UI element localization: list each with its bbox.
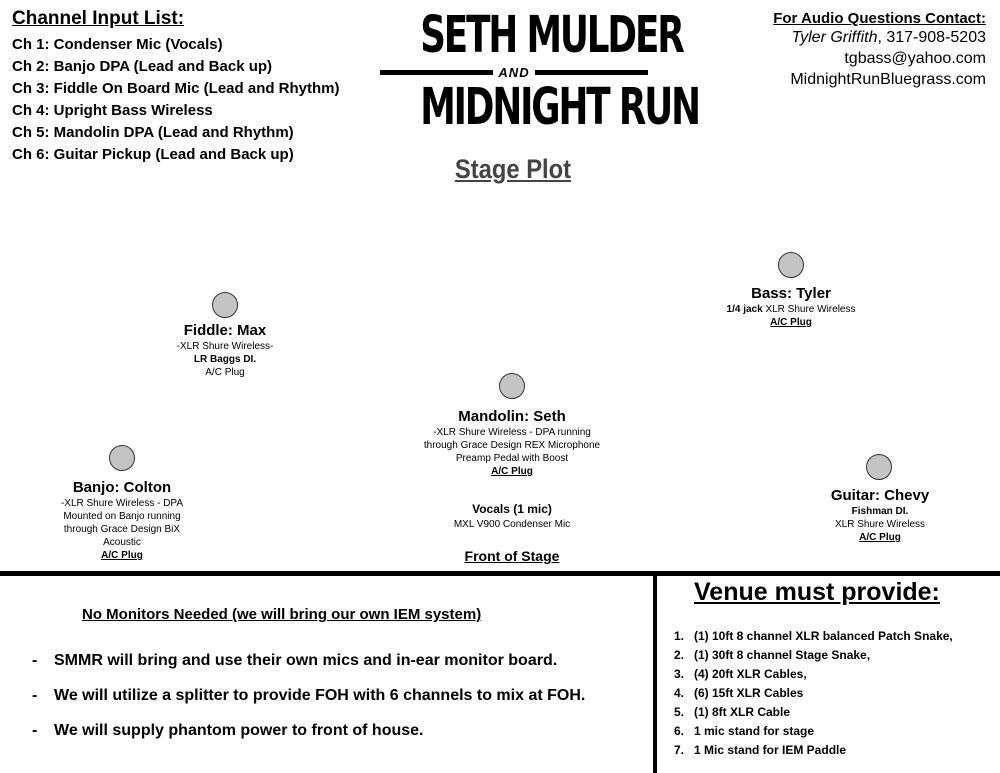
performer-name: Bass: Tyler	[751, 285, 831, 302]
channel-input-list	[12, 8, 372, 166]
venue-item	[674, 741, 953, 760]
performer-detail-rest: XLR Shure Wireless	[762, 304, 856, 315]
venue-requirements-list	[674, 627, 953, 760]
no-monitors-heading: No Monitors Needed (we will bring our own IEM system)	[82, 606, 482, 623]
logo-line-2: MIDNIGHT RUN	[420, 78, 699, 137]
venue-item-text: (1) 10ft 8 channel XLR balanced Patch Snake,	[694, 629, 953, 643]
venue-item	[674, 722, 953, 741]
mandolin-mic-marker	[499, 373, 525, 399]
venue-item	[674, 684, 953, 703]
front-of-stage-label: Front of Stage	[464, 548, 560, 564]
fiddle-mic-marker	[212, 292, 238, 318]
banjo-mic-marker	[109, 445, 135, 471]
bass-mic-marker	[778, 252, 804, 278]
channel-item: Ch 5: Mandolin DPA (Lead and Rhythm)	[12, 124, 294, 141]
venue-item	[674, 627, 953, 646]
note-item	[32, 722, 423, 740]
performer-detail: MXL V900 Condenser Mic	[453, 519, 571, 530]
performer-name: Banjo: Colton	[72, 479, 172, 496]
performer-detail: Mounted on Banjo running	[63, 511, 181, 522]
contact-name-phone	[686, 27, 986, 48]
logo-bar-right	[535, 70, 648, 75]
venue-item	[674, 646, 953, 665]
contact-title: For Audio Questions Contact:	[773, 10, 986, 27]
venue-item-number: 1.	[674, 629, 685, 643]
venue-item-text: 1 Mic stand for IEM Paddle	[694, 743, 847, 757]
venue-item-number: 3.	[674, 667, 685, 681]
logo-bar-left	[380, 70, 493, 75]
performer-mandolin	[392, 408, 632, 478]
performer-detail: A/C Plug	[101, 550, 143, 561]
performer-detail: -XLR Shure Wireless-	[176, 341, 274, 352]
venue-item-text: (1) 8ft XLR Cable	[694, 705, 791, 719]
performer-detail-bold: 1/4 jack	[726, 304, 763, 315]
venue-item	[674, 703, 953, 722]
contact-phone: , 317-908-5203	[877, 29, 986, 46]
venue-item-number: 5.	[674, 705, 685, 719]
channel-item: Ch 6: Guitar Pickup (Lead and Back up)	[12, 146, 294, 163]
venue-item-number: 6.	[674, 724, 685, 738]
performer-detail	[691, 303, 891, 316]
performer-detail: -XLR Shure Wireless - DPA	[60, 498, 184, 509]
logo-line-1: SETH MULDER	[420, 6, 683, 65]
note-text: We will utilize a splitter to provide FOH with 6 channels to mix at FOH.	[54, 687, 586, 704]
band-logo	[380, 6, 699, 138]
performer-banjo	[22, 479, 222, 562]
performer-bass	[691, 285, 891, 329]
note-item	[32, 687, 585, 705]
channel-item: Ch 2: Banjo DPA (Lead and Back up)	[12, 58, 273, 75]
note-text: SMMR will bring and use their own mics and in-ear monitor board.	[54, 652, 558, 669]
contact-name: Tyler Griffith	[791, 29, 878, 46]
logo-and-text: AND	[498, 64, 530, 80]
horizontal-divider	[0, 571, 1000, 576]
performer-fiddle	[125, 322, 325, 379]
channel-list-title: Channel Input List:	[12, 8, 185, 29]
performer-detail: A/C Plug	[859, 532, 901, 543]
note-text: We will supply phantom power to front of house.	[54, 722, 424, 739]
performer-vocals	[392, 500, 632, 531]
venue-item-number: 7.	[674, 743, 685, 757]
performer-detail: Fishman DI.	[851, 506, 909, 517]
venue-item	[674, 665, 953, 684]
performer-name: Mandolin: Seth	[458, 408, 566, 425]
performer-detail: XLR Shure Wireless	[834, 519, 926, 530]
venue-item-number: 2.	[674, 648, 685, 662]
note-bullet: -	[32, 687, 38, 704]
stage-plot-title: Stage Plot	[454, 154, 572, 184]
performer-detail: A/C Plug	[205, 367, 245, 378]
performer-name: Vocals (1 mic)	[472, 502, 552, 516]
performer-detail: Preamp Pedal with Boost	[455, 453, 569, 464]
channel-item: Ch 3: Fiddle On Board Mic (Lead and Rhythm)	[12, 80, 340, 97]
note-bullet: -	[32, 652, 38, 669]
contact-website: MidnightRunBluegrass.com	[790, 71, 986, 88]
venue-item-text: 1 mic stand for stage	[694, 724, 815, 738]
vertical-divider	[653, 573, 657, 773]
performer-name: Guitar: Chevy	[830, 487, 930, 504]
performer-name: Fiddle: Max	[183, 322, 267, 339]
audio-contact	[686, 10, 986, 90]
performer-detail: Acoustic	[103, 537, 141, 548]
contact-email: tgbass@yahoo.com	[844, 50, 986, 67]
venue-item-text: (1) 30ft 8 channel Stage Snake,	[694, 648, 871, 662]
venue-title: Venue must provide:	[694, 578, 940, 606]
performer-detail: A/C Plug	[770, 317, 812, 328]
performer-detail: through Grace Design REX Microphone	[423, 440, 601, 451]
performer-detail: A/C Plug	[491, 466, 533, 477]
channel-item: Ch 4: Upright Bass Wireless	[12, 102, 213, 119]
venue-item-text: (4) 20ft XLR Cables,	[694, 667, 807, 681]
note-bullet: -	[32, 722, 38, 739]
performer-guitar	[780, 487, 980, 544]
channel-item: Ch 1: Condenser Mic (Vocals)	[12, 36, 223, 53]
performer-detail: -XLR Shure Wireless - DPA running	[433, 427, 591, 438]
venue-item-text: (6) 15ft XLR Cables	[694, 686, 804, 700]
guitar-mic-marker	[866, 454, 892, 480]
venue-item-number: 4.	[674, 686, 685, 700]
note-item	[32, 652, 557, 670]
performer-detail: through Grace Design BiX	[63, 524, 181, 535]
performer-detail: LR Baggs DI.	[193, 354, 257, 365]
